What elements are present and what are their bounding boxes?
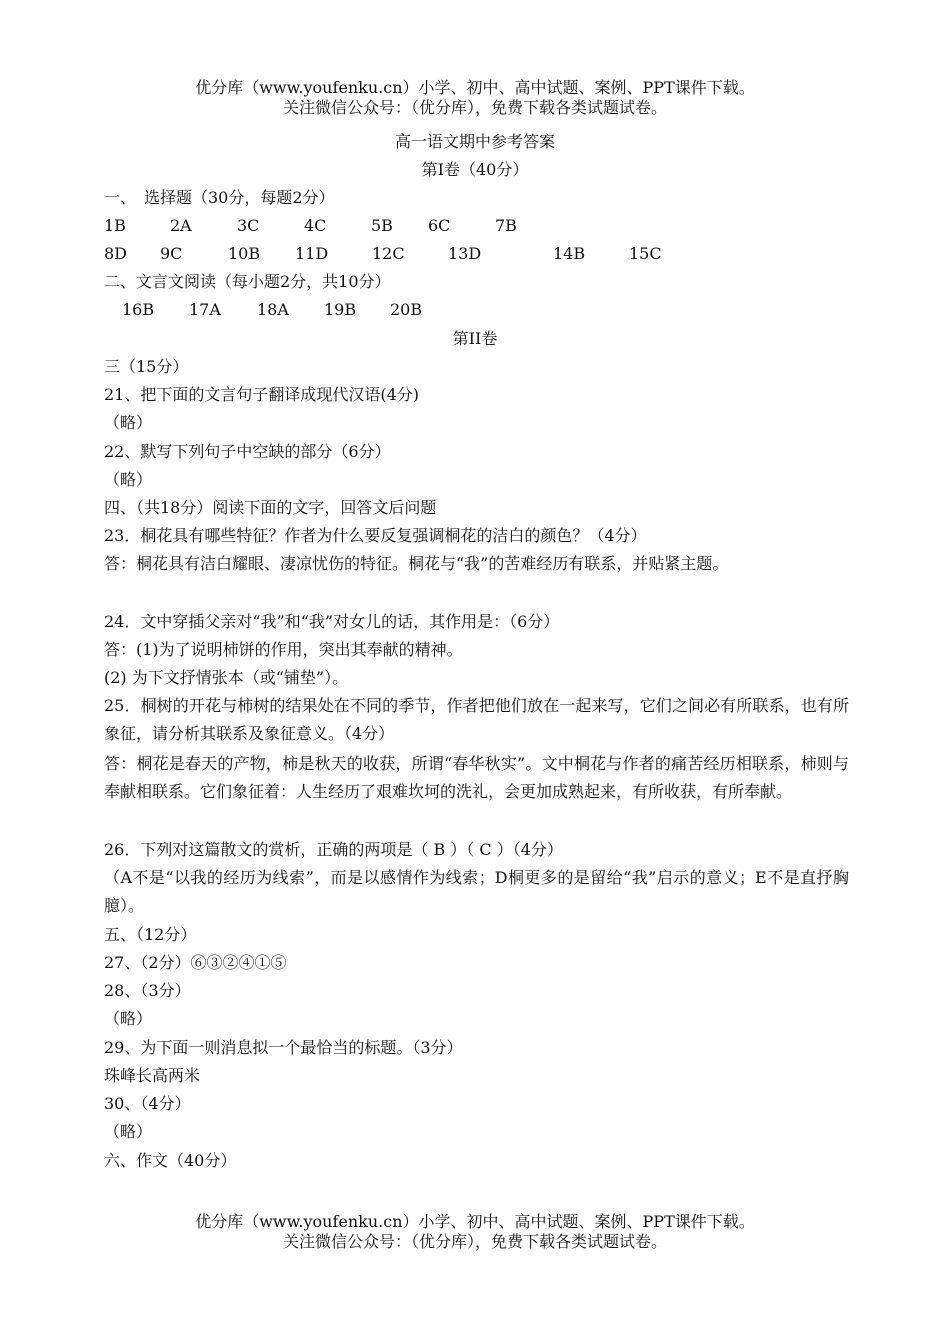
answer-item: 10B xyxy=(228,244,261,263)
header-line-2: 关注微信公众号：（优分库），免费下载各类试题试卷。 xyxy=(282,98,667,117)
footer-line-1: 优分库（www.youfenku.cn）小学、初中、高中试题、案例、PPT课件下载。 xyxy=(195,1212,755,1231)
answer-item: 20B xyxy=(390,300,423,319)
answer-item: 2A xyxy=(170,216,192,235)
section-3-heading: 三（15分） xyxy=(104,357,189,376)
answer-item: 19B xyxy=(324,300,357,319)
question-29: 29、为下面一则消息拟一个最恰当的标题。（3分） xyxy=(104,1038,463,1057)
answer-item: 15C xyxy=(629,244,662,263)
answer-item: 1B xyxy=(104,216,126,235)
answer-item: 9C xyxy=(160,244,183,263)
question-21: 21、把下面的文言句子翻译成现代汉语(4分) xyxy=(104,385,420,404)
page-title: 高一语文期中参考答案 xyxy=(394,132,555,151)
answer-item: 6C xyxy=(428,216,451,235)
question-22: 22、默写下列句子中空缺的部分（6分） xyxy=(104,442,391,461)
question-24: 24．文中穿插父亲对“我”和“我”对女儿的话，其作用是：（6分） xyxy=(104,612,560,631)
answer-22: （略） xyxy=(104,470,153,489)
header-line-1: 优分库（www.youfenku.cn）小学、初中、高中试题、案例、PPT课件下载。 xyxy=(195,78,755,97)
answer-item: 4C xyxy=(304,216,327,235)
section-6-heading: 六、作文（40分） xyxy=(104,1151,237,1170)
answer-item: 14B xyxy=(553,244,586,263)
answer-24-part-1: 答：(1)为了说明柿饼的作用，突出其奉献的精神。 xyxy=(104,640,463,659)
answer-28: （略） xyxy=(104,1009,153,1028)
question-28: 28、（3分） xyxy=(104,981,191,1000)
answer-30: （略） xyxy=(104,1122,153,1141)
answer-26: （A不是“以我的经历为线索”，而是以感情作为线索；D桐更多的是留给“我”启示的意义；E不是直抒胸臆）。 xyxy=(104,868,849,915)
answer-23: 答：桐花具有洁白耀眼、凄凉忧伤的特征。桐花与“我”的苦难经历有联系，并贴紧主题。 xyxy=(104,554,729,573)
question-26: 26．下列对这篇散文的赏析，正确的两项是（ B ）（ C ）（4分） xyxy=(104,840,563,859)
answer-item: 17A xyxy=(189,300,221,319)
section-5-heading: 五、（12分） xyxy=(104,925,197,944)
answer-item: 7B xyxy=(495,216,517,235)
volume-1-title: 第Ⅰ卷（40分） xyxy=(421,160,529,179)
answer-25: 答：桐花是春天的产物，柿是秋天的收获，所谓“春华秋实”。文中桐花与作者的痛苦经历相联系，柿则与奉献相联系。它们象征着：人生经历了艰难坎坷的洗礼，会更加成熟起来，有所收获，有所奉献。 xyxy=(104,754,849,801)
answer-item: 11D xyxy=(295,244,329,263)
answer-29: 珠峰长高两米 xyxy=(104,1066,201,1085)
answer-item: 3C xyxy=(237,216,260,235)
section-4-heading: 四、（共18分）阅读下面的文字，回答文后问题 xyxy=(104,498,437,517)
section-1-heading: 一、 选择题（30分，每题2分） xyxy=(104,188,335,207)
answer-item: 16B xyxy=(122,300,155,319)
question-25: 25．桐树的开花与柿树的结果处在不同的季节，作者把他们放在一起来写，它们之间必有所联系，也有所象征，请分析其联系及象征意义。（4分） xyxy=(104,696,849,743)
question-23: 23．桐花具有哪些特征？作者为什么要反复强调桐花的洁白的颜色？（4分） xyxy=(104,526,647,545)
answer-item: 18A xyxy=(257,300,289,319)
footer-line-2: 关注微信公众号：（优分库），免费下载各类试题试卷。 xyxy=(282,1232,667,1251)
question-27: 27、（2分）⑥③②④①⑤ xyxy=(104,953,287,972)
answer-item: 5B xyxy=(371,216,393,235)
question-30: 30、（4分） xyxy=(104,1094,191,1113)
answer-24-part-2: (2) 为下文抒情张本（或“铺垫”）。 xyxy=(104,668,349,687)
section-2-heading: 二、文言文阅读（每小题2分，共10分） xyxy=(104,272,391,291)
answer-item: 13D xyxy=(448,244,482,263)
answer-item: 8D xyxy=(104,244,128,263)
answer-21: （略） xyxy=(104,413,153,432)
answer-item: 12C xyxy=(372,244,405,263)
volume-2-title: 第II卷 xyxy=(452,329,498,348)
